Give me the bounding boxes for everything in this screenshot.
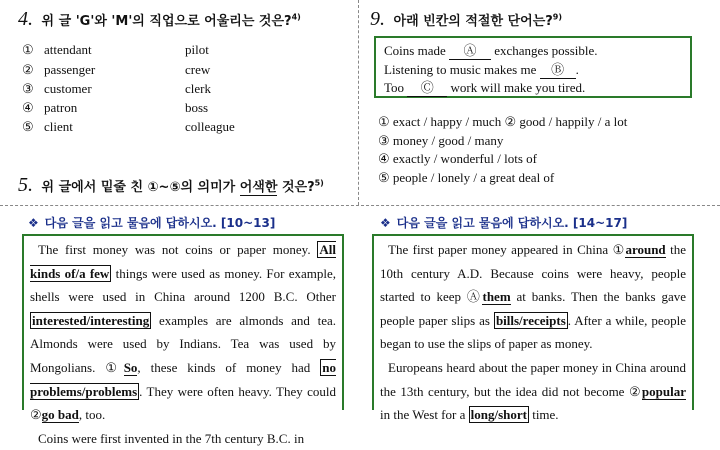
pl-underline-1: So <box>123 359 138 375</box>
passage-right <box>372 234 694 423</box>
q9-text: 아래 빈칸의 적절한 단어는? <box>393 14 553 29</box>
q9-option-4[interactable]: ④ exactly / wonderful / lots of <box>378 151 537 166</box>
q5-number: 5. <box>18 174 33 196</box>
q9-s1-post: exchanges possible. <box>491 43 598 58</box>
q9-s2-post: . <box>575 62 579 77</box>
pl-text-e: . They were often heavy. They could ② <box>30 383 336 423</box>
q5-heading <box>18 174 324 197</box>
pr-text-b: the 10th century A.D. Because coins were heavy, people started to keep Ⓐ <box>380 242 686 305</box>
pr-underline-1: around <box>625 242 666 257</box>
q9-sentence-1 <box>384 40 598 60</box>
q9-sentence-box <box>374 36 692 98</box>
q9-sentence-3 <box>384 77 585 97</box>
q9-s1-pre: Coins made <box>384 43 449 58</box>
q4-choice-5-num[interactable]: ⑤ <box>22 119 34 134</box>
pl-choice-box-1: All kinds of/a few <box>30 242 336 281</box>
pl-text-a: The first money was not coins or paper money. <box>38 242 318 257</box>
section-header-right <box>380 214 627 231</box>
q9-option-5[interactable]: ⑤ people / lonely / a great deal of <box>378 170 555 185</box>
pr-text-a: The first paper money appeared in China ① <box>388 242 626 257</box>
q4-footnote: 4) <box>291 12 301 22</box>
q9-blank-a: Ⓐ <box>449 40 491 60</box>
q4-choice-2-num[interactable]: ② <box>22 62 34 77</box>
section-divider <box>0 205 720 206</box>
pl-text-b: things were used as money. For example, shells were used in China around 1200 B.C. Other <box>30 265 336 305</box>
q4-choice-5-m: colleague <box>185 119 235 134</box>
column-divider <box>358 0 359 205</box>
q9-footnote: 9) <box>552 12 563 22</box>
q5-emphasis: 어색한 <box>239 180 278 195</box>
pr-text-e: Europeans heard about the paper money in China around the 13th century, but the idea did not become ② <box>380 359 686 399</box>
section-right-range: [14~17] <box>572 216 628 230</box>
diamond-icon: ❖ <box>28 216 39 230</box>
q9-sentence-2 <box>384 59 579 79</box>
q4-choice-3-g: customer <box>44 81 92 96</box>
q5-footnote: 5) <box>314 178 324 188</box>
q4-choice-4-g: patron <box>44 100 78 115</box>
passage-right-paragraph-1 <box>380 238 686 356</box>
q9-blank-b: Ⓑ <box>540 59 576 79</box>
section-left-title: 다음 글을 읽고 물음에 답하시오. <box>44 216 217 230</box>
passage-left-paragraph-1 <box>30 238 336 427</box>
q4-choice-4-m: boss <box>185 100 209 115</box>
q9-option-3[interactable]: ③ money / good / many <box>378 133 504 148</box>
pl-text-c: examples are almonds and tea. Almonds were used by Indians. Tea was used by Mongolians. ① <box>30 312 336 375</box>
q4-choice-3-num[interactable]: ③ <box>22 81 34 96</box>
section-header-left <box>28 214 275 231</box>
q4-choice-5-g: client <box>44 119 73 134</box>
pr-choice-box-1: bills/receipts <box>495 312 566 328</box>
passage-left-paragraph-2: Coins were first invented in the 7th century B.C. in <box>38 430 305 446</box>
q9-number: 9. <box>370 8 385 30</box>
pl-choice-box-2: interested/interesting <box>32 312 150 328</box>
pr-underline-a: them <box>482 289 511 305</box>
pl-underline-2: go bad <box>41 407 79 423</box>
passage-left <box>22 234 344 446</box>
pr-choice-box-2: long/short <box>470 407 527 423</box>
q5-text-before: 위 글에서 밑줄 친 ①~⑤의 의미가 <box>41 180 240 195</box>
q4-choice-4-num[interactable]: ④ <box>22 100 34 115</box>
q4-choice-1-num[interactable]: ① <box>22 42 34 57</box>
pl-text-f: , too. <box>78 407 106 423</box>
section-right-title: 다음 글을 읽고 물음에 답하시오. <box>396 216 569 230</box>
q5-text-after: 것은? <box>277 180 315 195</box>
q4-choice-2-m: crew <box>185 62 211 77</box>
q4-choice-1-m: pilot <box>185 42 209 57</box>
q4-heading <box>18 8 301 31</box>
pr-text-g: time. <box>528 407 559 423</box>
q4-choice-2-g: passenger <box>44 62 96 77</box>
q9-s2-pre: Listening to music makes me <box>384 62 540 77</box>
section-left-range: [10~13] <box>220 216 276 230</box>
pr-text-d: . After a while, people began to use the slips of paper as money. <box>380 312 686 352</box>
q4-choice-3-m: clerk <box>185 81 211 96</box>
passage-right-paragraph-2 <box>380 356 686 427</box>
q9-blank-c: Ⓒ <box>407 77 447 97</box>
pl-text-d: , these kinds of money had <box>137 359 321 375</box>
diamond-icon: ❖ <box>380 216 391 230</box>
q9-option-line-1[interactable]: ① exact / happy / much ② good / happily / a lot <box>378 114 628 129</box>
q9-s3-post: work will make you tired. <box>447 80 586 95</box>
q9-heading <box>370 8 562 31</box>
pr-text-c: at banks. Then the banks gave people paper slips as <box>380 289 686 328</box>
pr-text-f: in the West for a <box>380 407 469 423</box>
pr-underline-2: popular <box>641 383 686 399</box>
q9-s3-pre: Too <box>384 80 408 95</box>
pl-choice-box-3: no problems/problems <box>30 359 336 399</box>
q4-text: 위 글 'G'와 'M'의 직업으로 어울리는 것은? <box>41 14 292 29</box>
q4-choice-1-g: attendant <box>44 42 92 57</box>
q4-number: 4. <box>18 8 33 30</box>
